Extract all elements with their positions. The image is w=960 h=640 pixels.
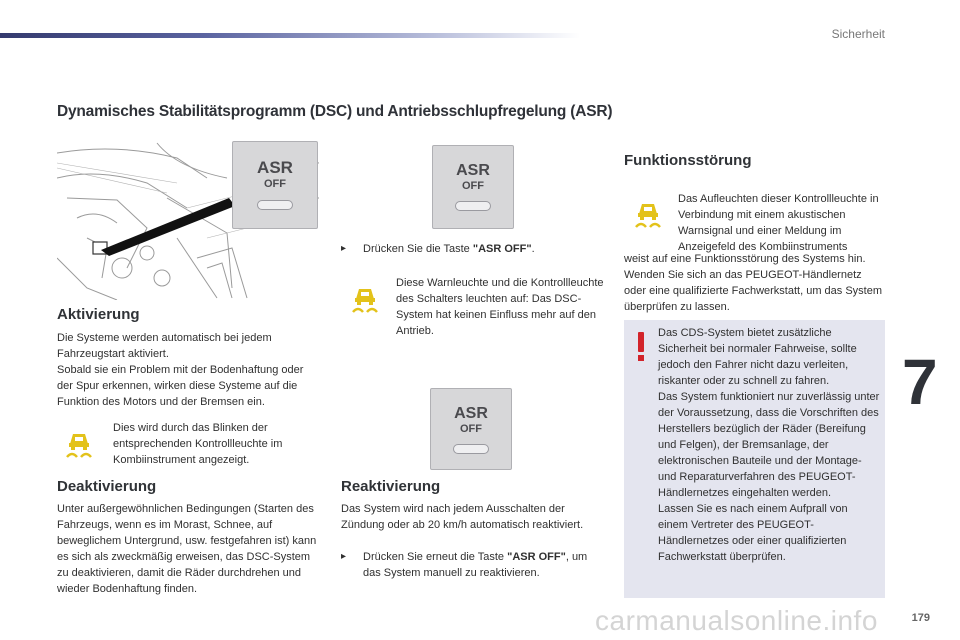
funktionsstoerung-text: weist auf eine Funktionsstörung des Systems hin. Wenden Sie sich an das PEUGEOT-Händlernetz oder eine qualifizierte Fachwerkstatt, um das System überprüfen zu lassen. [624, 253, 883, 313]
asr-label: ASR [257, 158, 293, 177]
bullet-icon: ▸ [341, 551, 347, 562]
aktivierung-text [57, 330, 319, 410]
press-asr-instruction [341, 241, 601, 257]
bullet-icon: ▸ [341, 243, 347, 254]
press-asr-again-instruction [341, 549, 603, 581]
deaktivierung-text: Unter außergewöhnlichen Bedingungen (Starten des Fahrzeugs, wenn es im Morast, Schnee, auf beweglichem Untergrund, usw. festgefahren ist) kann es sich als zweckmäßig erweisen, das DSC-System zu deaktivieren, damit die Räder durchdrehen und wieder Bodenhaftung finden. [57, 503, 317, 595]
press-suffix: , um das System manuell zu reaktivieren. [363, 551, 588, 579]
watermark: carmanualsonline.info [595, 605, 878, 636]
asr-label: ASR [456, 162, 490, 179]
note-text-1: Das CDS-System bietet zusätzliche Sicherheit bei normaler Fahrweise, sollte jedoch den Fahrer nicht dazu verleiten, riskanter oder zu schnell zu fahren. [658, 327, 857, 387]
press-suffix: . [531, 243, 535, 255]
off-label: OFF [460, 423, 482, 435]
reaktivierung-text: Das System wird nach jedem Ausschalten der Zündung oder ab 20 km/h automatisch reaktiviert. [341, 503, 584, 531]
dsc-warning-icon [64, 430, 94, 460]
asr-off-button-image-3 [430, 388, 512, 470]
off-label: OFF [264, 178, 286, 190]
page-number: 179 [911, 612, 930, 624]
asr-label: ASR [454, 405, 488, 422]
note-text [658, 325, 880, 565]
heading-reaktivierung: Reaktivierung [341, 478, 441, 495]
button-slot [257, 200, 293, 210]
button-slot [453, 444, 489, 454]
aktivierung-icon-text: Dies wird durch das Blinken der entsprechenden Kontrollleuchte im Kombiinstrument angezeigt. [113, 422, 283, 466]
dsc-warning-icon [350, 285, 380, 315]
button-slot [455, 201, 491, 211]
heading-deaktivierung: Deaktivierung [57, 478, 157, 495]
press-key: "ASR OFF" [507, 551, 566, 563]
funktionsstoerung-icon-text: Das Aufleuchten dieser Kontrollleuchte in Verbindung mit einem akustischen Warnsignal und einer Meldung im Anzeigefeld des Kombiinstruments [678, 193, 879, 253]
exclamation-icon [634, 332, 648, 362]
press-instruction-text [363, 241, 535, 257]
note-text-2: Das System funktioniert nur zuverlässig unter der Voraussetzung, dass die Vorschriften des Herstellers bezüglich der Räder (Bereifung und Felgen), der Bremsanlage, der elektronischen Bauteile und der Montage- und Reparaturverfahren des PEUGEOT-Händlernetzes eingehalten werden. [658, 391, 880, 499]
header-bar [0, 33, 580, 38]
press-prefix: Drücken Sie die Taste [363, 243, 473, 255]
chapter-number: 7 [902, 346, 938, 418]
press-prefix: Drücken Sie erneut die Taste [363, 551, 508, 563]
dsc-warning-icon [633, 200, 663, 230]
aktivierung-text-1: Die Systeme werden automatisch bei jedem Fahrzeugstart aktiviert. [57, 332, 272, 360]
middle-icon-text: Diese Warnleuchte und die Kontrollleuchte des Schalters leuchten auf: Das DSC-System hat keinen Einfluss mehr auf den Antrieb. [396, 277, 604, 337]
asr-off-button-image-2 [432, 145, 514, 229]
off-label: OFF [462, 180, 484, 192]
note-text-3: Lassen Sie es nach einem Aufprall von einem Vertreter des PEUGEOT-Händlernetzes oder einer qualifizierten Fachwerkstatt überprüfen. [658, 503, 848, 563]
heading-aktivierung: Aktivierung [57, 306, 140, 323]
warning-note-box [624, 320, 885, 598]
heading-funktionsstoerung: Funktionsstörung [624, 152, 752, 169]
section-label: Sicherheit [831, 27, 885, 41]
page-title: Dynamisches Stabilitätsprogramm (DSC) und Antriebsschlupfregelung (ASR) [57, 103, 613, 120]
aktivierung-text-2: Sobald sie ein Problem mit der Bodenhaftung oder der Spur erkennen, wirken diese Systeme auf die Funktion des Motors und der Bremsen ein. [57, 364, 304, 408]
press-key: "ASR OFF" [472, 243, 532, 255]
press-again-text [363, 549, 603, 581]
asr-off-button-image [232, 141, 318, 229]
